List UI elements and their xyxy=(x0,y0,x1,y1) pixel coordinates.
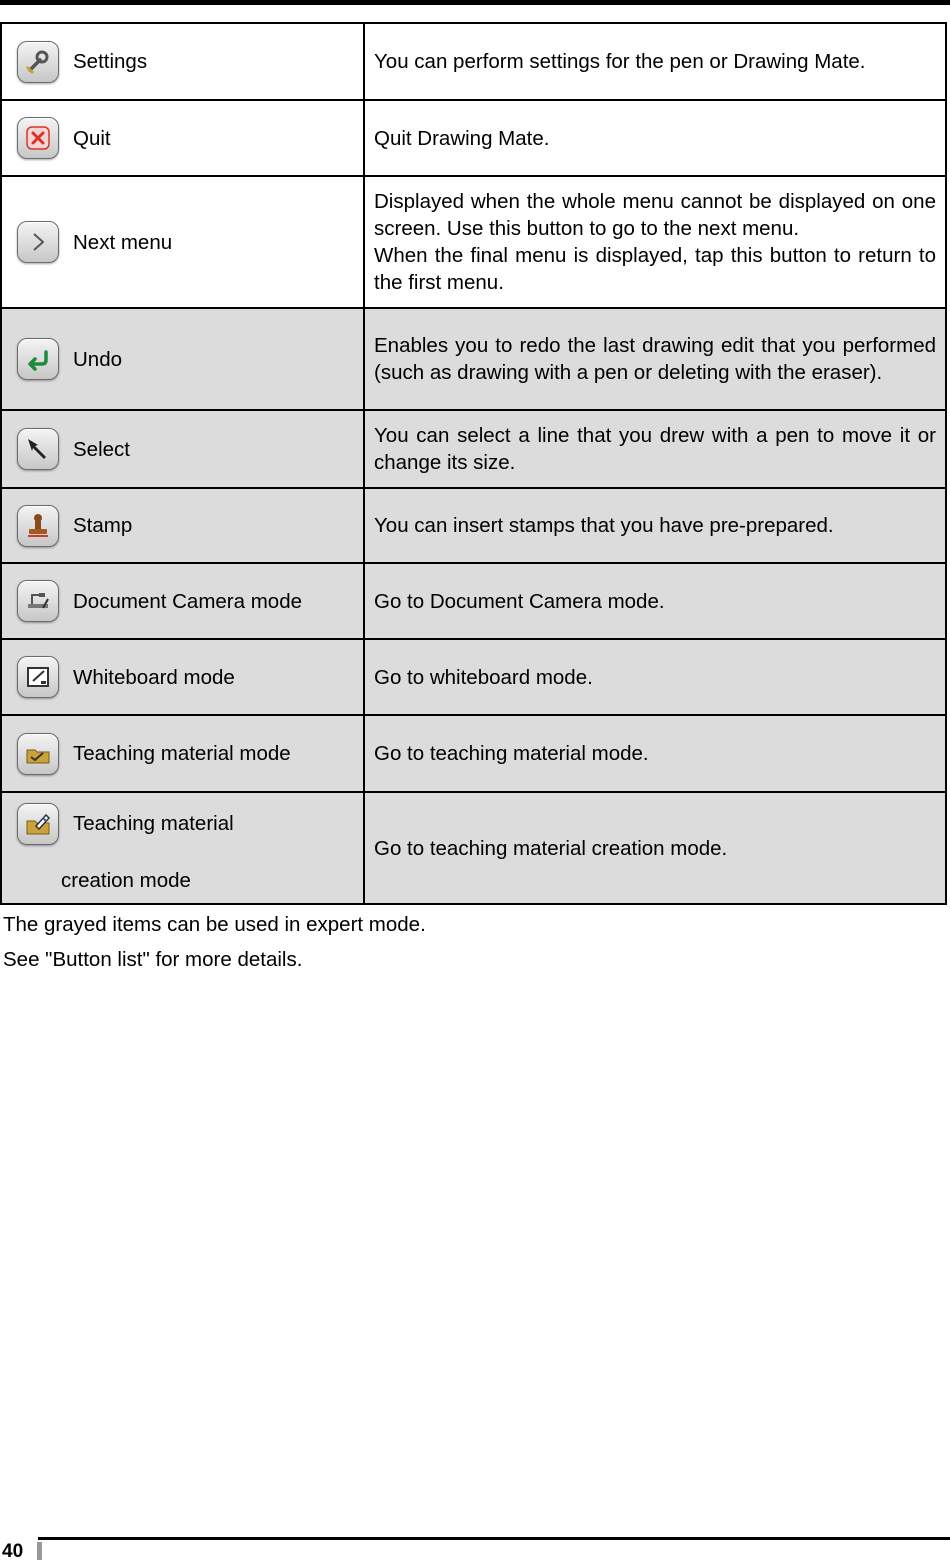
button-name: Select xyxy=(73,437,130,461)
page-number: 40 xyxy=(2,1541,24,1562)
button-name-line2: creation mode xyxy=(61,868,191,892)
table-row-stamp xyxy=(1,488,946,563)
button-description: Go to whiteboard mode. xyxy=(364,639,946,715)
button-name: Stamp xyxy=(73,514,133,537)
teaching-material-creation-icon xyxy=(17,803,59,845)
table-row-settings xyxy=(1,23,946,100)
select-arrow-icon xyxy=(17,428,59,470)
button-name: Next menu xyxy=(73,230,173,254)
top-rule xyxy=(0,0,950,5)
teaching-material-icon xyxy=(17,733,59,775)
button-description: Go to teaching material creation mode. xyxy=(364,792,946,904)
table-row-teaching-material-creation-mode xyxy=(1,792,946,904)
table-row-quit xyxy=(1,100,946,176)
table-row-teaching-material-mode xyxy=(1,715,946,792)
button-name-cell xyxy=(1,23,364,100)
button-name-cell xyxy=(1,410,364,488)
button-name-cell xyxy=(1,639,364,715)
button-name-cell xyxy=(1,100,364,176)
table-row-next-menu xyxy=(1,176,946,308)
button-description: Quit Drawing Mate. xyxy=(364,100,946,176)
table-row-whiteboard-mode xyxy=(1,639,946,715)
button-name: Whiteboard mode xyxy=(73,665,235,689)
footer-tick xyxy=(37,1542,42,1560)
button-name: Quit xyxy=(73,126,111,150)
button-description: You can insert stamps that you have pre-prepared. xyxy=(364,488,946,563)
button-name-cell xyxy=(1,176,364,308)
button-name: Teaching material xyxy=(73,812,234,835)
button-name-cell xyxy=(1,563,364,639)
button-description: Go to teaching material mode. xyxy=(364,715,946,792)
button-name-cell xyxy=(1,308,364,410)
footnote-expert-mode: The grayed items can be used in expert mode. xyxy=(3,913,426,936)
button-name-cell xyxy=(1,792,364,904)
button-name: Teaching material mode xyxy=(73,742,291,765)
button-description xyxy=(364,176,946,308)
button-description: Go to Document Camera mode. xyxy=(364,563,946,639)
undo-icon xyxy=(17,338,59,380)
table-row-document-camera-mode xyxy=(1,563,946,639)
table-row-undo xyxy=(1,308,946,410)
document-camera-icon xyxy=(17,580,59,622)
description-paragraph: Displayed when the whole menu cannot be displayed on one screen. Use this button to go to the next menu. xyxy=(374,190,936,240)
button-name: Settings xyxy=(73,50,148,73)
table-row-select xyxy=(1,410,946,488)
button-name-cell xyxy=(1,715,364,792)
stamp-icon xyxy=(17,505,59,547)
whiteboard-icon xyxy=(17,656,59,698)
next-menu-icon xyxy=(17,221,59,263)
button-description: You can select a line that you drew with a pen to move it or change its size. xyxy=(364,410,946,488)
button-description: Enables you to redo the last drawing edit that you performed (such as drawing with a pen or deleting with the eraser). xyxy=(364,308,946,410)
button-name: Undo xyxy=(73,347,123,371)
button-name: Document Camera mode xyxy=(73,589,303,613)
footnote-button-list: See "Button list" for more details. xyxy=(3,948,303,971)
button-name-cell xyxy=(1,488,364,563)
description-paragraph: When the final menu is displayed, tap this button to return to the first menu. xyxy=(374,244,936,294)
footer-rule xyxy=(38,1537,950,1540)
button-description: You can perform settings for the pen or Drawing Mate. xyxy=(364,23,946,100)
settings-icon xyxy=(17,41,59,83)
quit-icon xyxy=(17,117,59,159)
button-list-table xyxy=(0,22,947,905)
